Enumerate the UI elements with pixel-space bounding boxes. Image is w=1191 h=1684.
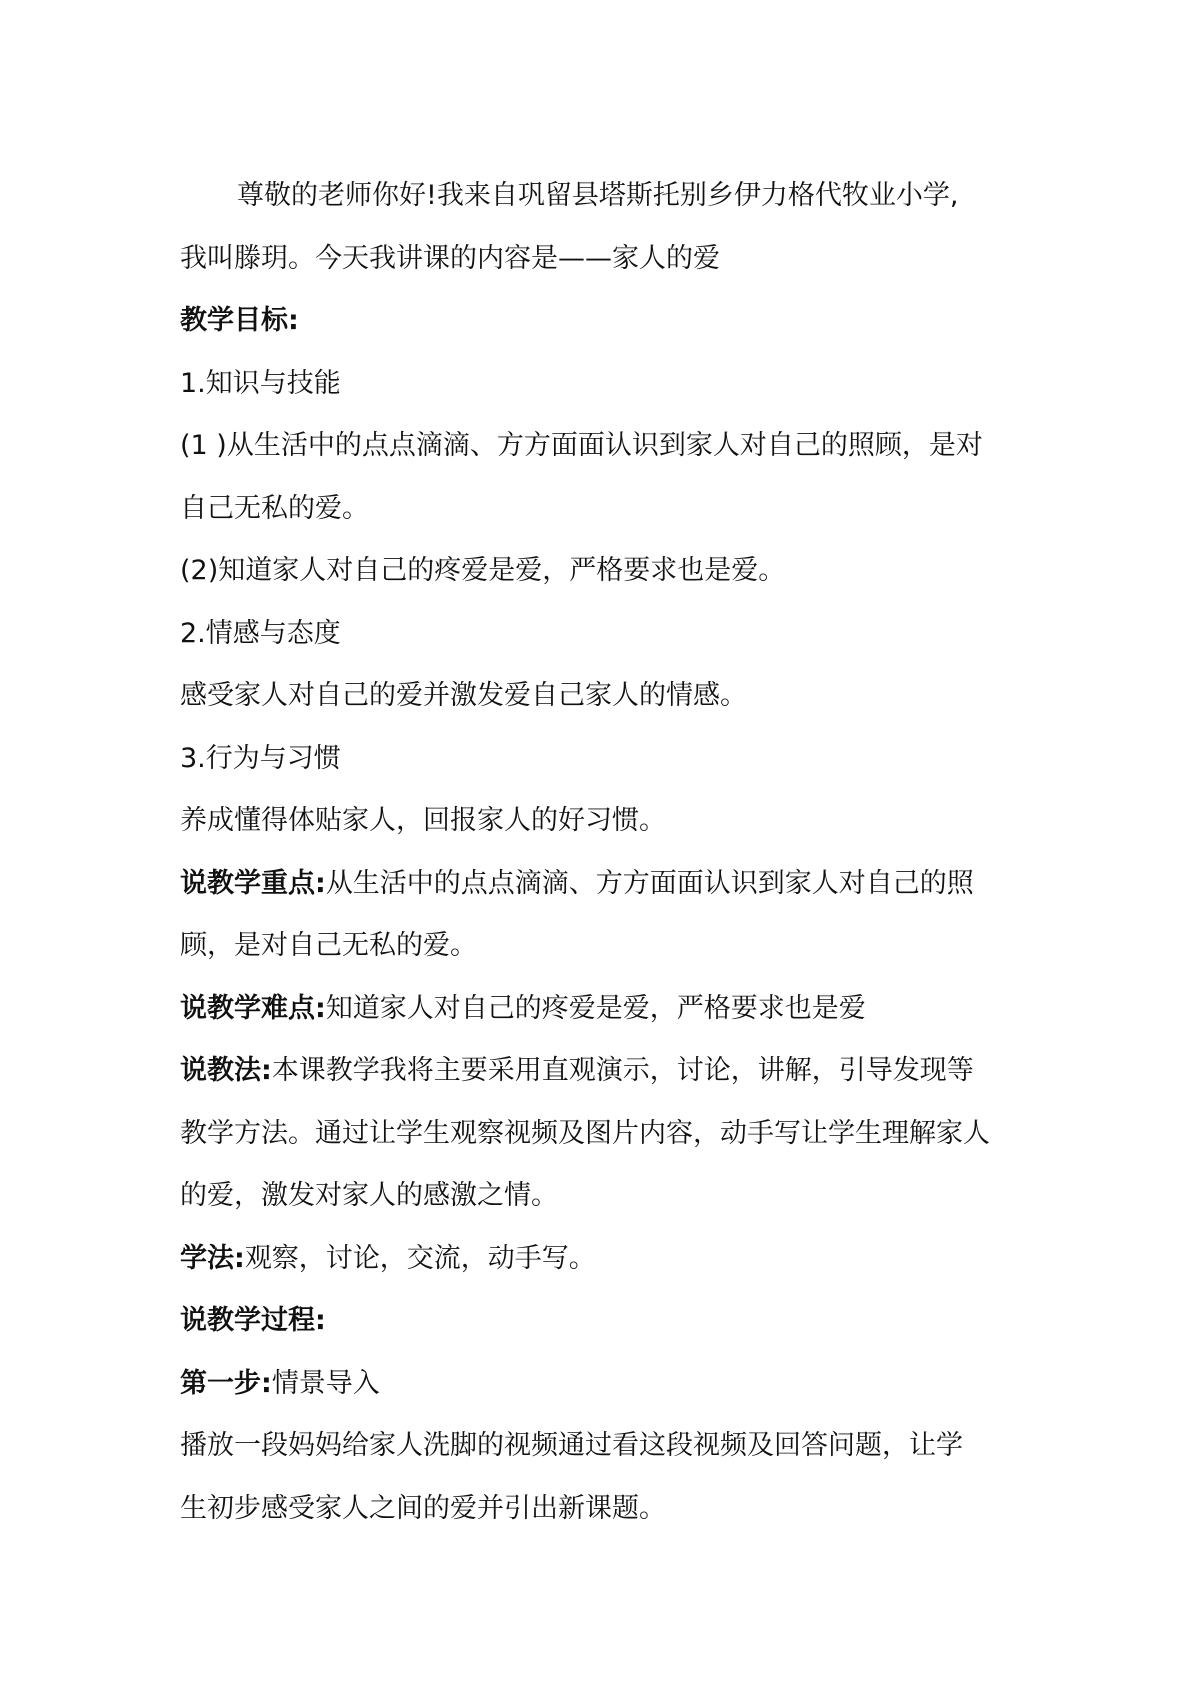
key-point-label: 说教学重点: [180,867,326,899]
intro-line-1: 尊敬的老师你好!我来自巩留县塔斯托别乡伊力格代牧业小学, [237,180,959,211]
method-label: 说教法: [180,1055,272,1086]
objective-1-sub1-line-2: 自己无私的爱。 [180,492,369,524]
step-1-line [180,1353,1020,1416]
step-1-title: 情景导入 [271,1367,380,1399]
step-1-label: 第一步: [180,1367,272,1399]
study-method-line [180,1228,1020,1291]
objective-3-text: 养成懂得体贴家人，回报家人的好习惯。 [180,805,666,836]
difficulty-line [180,978,1020,1041]
key-point-text: 从生活中的点点滴滴、方方面面认识到家人对自己的照 [325,867,974,899]
objective-3-title: 3.行为与习惯 [180,742,341,774]
difficulty-text: 知道家人对自己的疼爱是爱，严格要求也是爱 [325,992,866,1024]
objectives-heading: 教学目标: [180,305,299,336]
study-method-label: 学法: [180,1242,245,1274]
step-1-text-line-2: 生初步感受家人之间的爱并引出新课题。 [180,1492,666,1524]
objective-2-text: 感受家人对自己的爱并激发爱自己家人的情感。 [180,680,747,711]
objective-1-title: 1.知识与技能 [180,367,341,399]
document-body [180,165,1020,1540]
difficulty-label: 说教学难点: [180,992,326,1024]
key-point-line-2: 顾，是对自己无私的爱。 [180,930,477,961]
method-line-2: 教学方法。通过让学生观察视频及图片内容，动手写让学生理解家人 [180,1117,990,1149]
method-text: 本课教学我将主要采用直观演示，讨论，讲解，引导发现等 [271,1055,974,1086]
key-point-line-1 [180,853,1020,916]
step-1-text-line-1: 播放一段妈妈给家人洗脚的视频通过看这段视频及回答问题，让学 [180,1430,963,1461]
study-method-text: 观察，讨论，交流，动手写。 [244,1242,596,1274]
intro-line-2: 我叫滕玥。今天我讲课的内容是——家人的爱 [180,242,720,274]
objective-1-sub2: (2)知道家人对自己的疼爱是爱，严格要求也是爱。 [180,555,786,586]
process-heading: 说教学过程: [180,1305,326,1336]
method-line-3: 的爱，激发对家人的感激之情。 [180,1180,558,1211]
objective-1-sub1-line-1: (1 )从生活中的点点滴滴、方方面面认识到家人对自己的照顾，是对 [180,430,983,461]
objective-2-title: 2.情感与态度 [180,617,341,649]
method-line-1 [180,1040,1020,1103]
